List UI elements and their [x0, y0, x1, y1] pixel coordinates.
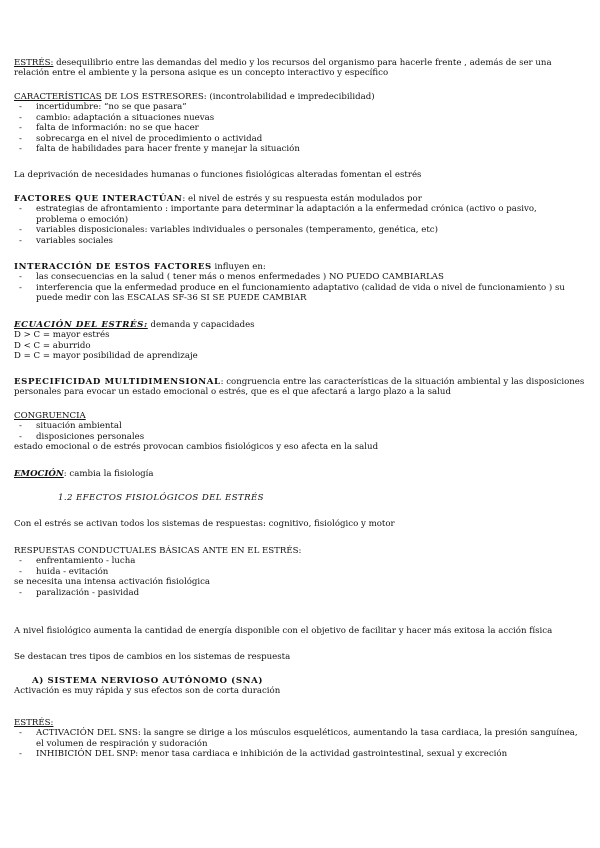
interaccion-section	[14, 262, 586, 304]
estres-label: ESTRÉS:	[14, 58, 54, 68]
emocion-rest: : cambia la fisiología	[63, 469, 154, 479]
estres-item1-line2: el volumen de respiración y sudoración	[36, 738, 208, 749]
section-caption: 1.2 EFECTOS FISIOLÓGICOS DEL ESTRÉS	[58, 493, 264, 503]
caracteristicas-section	[14, 92, 586, 154]
estres-item1-line1: - ACTIVACIÓN DEL SNS: la sangre se dirige a los músculos esqueléticos, aumentando la tasa cardiaca, la presión sanguínea,	[36, 728, 578, 739]
ecuacion-heading-rest: demanda y capacidades	[147, 320, 255, 330]
especificidad-heading: ESPECIFICIDAD MULTIDIMENSIONAL	[14, 377, 221, 387]
caracteristicas-heading-rest: DE LOS ESTRESORES: (incontrolabilidad e impredecibilidad)	[101, 92, 375, 102]
caracteristicas-heading: CARACTERÍSTICAS	[14, 92, 102, 102]
caracteristicas-list	[14, 102, 586, 154]
congruencia-after: estado emocional o de estrés provocan cambios fisiológicos y eso afecta en la salud	[14, 442, 379, 453]
list-item: - paralización - pasividad	[14, 588, 586, 598]
respuestas-section	[14, 546, 586, 598]
estres-definition	[14, 58, 586, 79]
factores-item1-line2: problema o emoción)	[36, 214, 129, 225]
respuestas-list-2	[14, 588, 586, 598]
list-item: - sobrecarga en el nivel de procedimiento o actividad	[14, 134, 586, 144]
interaccion-list	[14, 272, 586, 303]
list-item: - cambio: adaptación a situaciones nuevas	[14, 113, 586, 123]
list-item: - falta de información: no se que hacer	[14, 123, 586, 133]
ecuacion-section	[14, 320, 586, 362]
congruencia-section	[14, 411, 586, 453]
congruencia-heading: CONGRUENCIA	[14, 411, 86, 421]
emocion-paragraph	[14, 469, 586, 479]
list-item: - INHIBICIÓN DEL SNP: menor tasa cardiaca e inhibición de la actividad gastrointestinal, sexual y excreción	[14, 749, 586, 759]
interaccion-item2-line1: - interferencia que la enfermedad produce en el funcionamiento adaptativo (calidad de vida o nivel de funcionamiento ) su	[36, 282, 565, 293]
sna-heading: A) SISTEMA NERVIOSO AUTÓNOMO (SNA)	[32, 676, 264, 686]
factores-heading: FACTORES QUE INTERACTÚAN	[14, 194, 183, 204]
estres-def-line1: desequilibrio entre las demandas del medio y los recursos del organismo para hacerle frente , además de ser una	[53, 58, 552, 68]
list-item: - variables disposicionales: variables individuales o personales (temperamento, genética, etc)	[14, 225, 586, 235]
activan-paragraph: Con el estrés se activan todos los sistemas de respuestas: cognitivo, fisiológico y motor	[14, 519, 395, 529]
interaccion-item2-line2: puede medir con las ESCALAS SF-36 SI SE PUEDE CAMBIAR	[36, 293, 307, 304]
ecuacion-line: D = C = mayor posibilidad de aprendizaje	[14, 351, 198, 362]
especificidad-line1-rest: : congruencia entre las características de la situación ambiental y las disposiciones	[220, 377, 585, 387]
list-item: - disposiciones personales	[14, 432, 586, 442]
list-item: - huida - evitación	[14, 567, 586, 577]
sna-section	[14, 676, 586, 697]
congruencia-list	[14, 421, 586, 442]
factores-heading-rest: : el nivel de estrés y su respuesta están modulados por	[182, 194, 422, 204]
list-item	[14, 283, 586, 304]
respuestas-heading: RESPUESTAS CONDUCTUALES BÁSICAS ANTE EN EL ESTRÉS:	[14, 546, 302, 556]
emocion-heading: EMOCIÓN	[14, 469, 64, 479]
especificidad-section	[14, 377, 586, 398]
list-item: - variables sociales	[14, 236, 586, 246]
list-item: - falta de habilidades para hacer frente y manejar la situación	[14, 144, 586, 154]
list-item	[14, 204, 586, 225]
especificidad-line2: personales para evocar un estado emocional o estrés, que es el que afectará a largo plazo a la salud	[14, 387, 451, 398]
respuestas-list	[14, 556, 586, 577]
list-item	[14, 728, 586, 749]
list-item: - enfrentamiento - lucha	[14, 556, 586, 566]
list-item: - las consecuencias en la salud ( tener más o menos enfermedades ) NO PUEDO CAMBIARLAS	[14, 272, 586, 282]
estres-effects-list	[14, 728, 586, 759]
nivel-fisiologico-paragraph: A nivel fisiológico aumenta la cantidad de energía disponible con el objetivo de facilitar y hacer más exitosa la acción física	[14, 626, 553, 636]
interaccion-heading: INTERACCIÓN DE ESTOS FACTORES	[14, 262, 212, 272]
deprivacion-paragraph: La deprivación de necesidades humanas o funciones fisiológicas alteradas fomentan el estrés	[14, 170, 422, 180]
ecuacion-line: D < C = aburrido	[14, 340, 91, 351]
ecuacion-heading: ECUACIÓN DEL ESTRÉS:	[14, 320, 148, 330]
estres-def-line2: relación entre el ambiente y la persona asique es un concepto interactivo y específico	[14, 68, 389, 79]
factores-item1-line1: - estrategias de afrontamiento : importante para determinar la adaptación a la enfermedad crónica (activo o pasivo,	[36, 204, 537, 215]
destacan-paragraph: Se destacan tres tipos de cambios en los sistemas de respuesta	[14, 652, 291, 662]
interaccion-heading-rest: influyen en:	[211, 262, 266, 272]
estres-effects-heading: ESTRÉS:	[14, 718, 54, 728]
estres-effects-section	[14, 718, 586, 760]
list-item: - situación ambiental	[14, 421, 586, 431]
factores-section	[14, 194, 586, 246]
ecuacion-line: D > C = mayor estrés	[14, 330, 110, 341]
list-item: - incertidumbre: “no se que pasara”	[14, 102, 586, 112]
sna-desc: Activación es muy rápida y sus efectos son de corta duración	[14, 686, 281, 697]
respuestas-middle: se necesita una intensa activación fisiológica	[14, 577, 211, 588]
factores-list	[14, 204, 586, 246]
